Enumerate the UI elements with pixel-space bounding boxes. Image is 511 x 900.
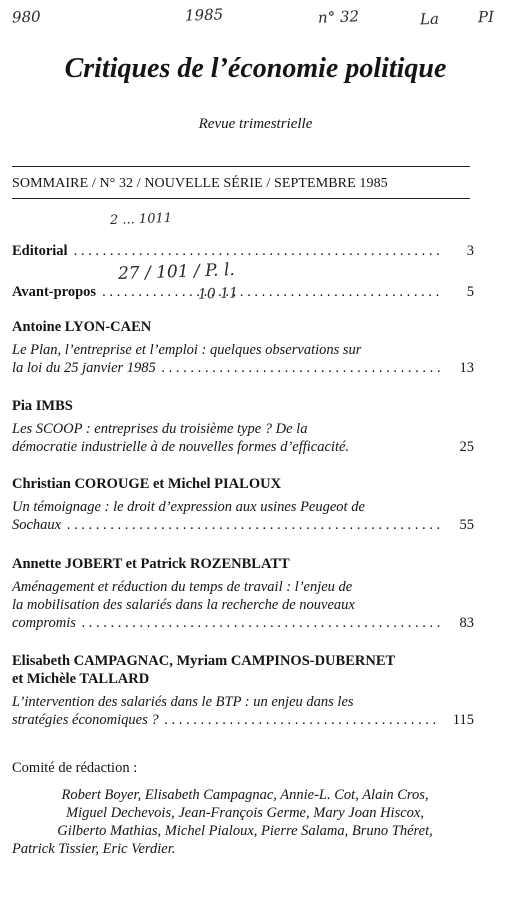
toc-article — [12, 397, 474, 456]
article-title-line: Les SCOOP : entreprises du troisième type ? De la — [12, 421, 308, 437]
leader-dots — [82, 614, 440, 632]
article-title-line: la mobilisation des salariés dans la recherche de nouveaux — [12, 597, 355, 613]
handwritten-note-top-left: 980 — [11, 7, 41, 27]
toc-editorial — [12, 243, 474, 260]
toc-avant-propos-label: Avant-propos — [12, 284, 97, 300]
article-page-number: 13 — [459, 360, 474, 376]
article-last-line — [12, 711, 474, 729]
toc-article — [12, 318, 474, 377]
comite-members — [10, 786, 480, 858]
leader-dots — [102, 284, 444, 301]
toc-article — [12, 475, 474, 534]
article-last-line — [12, 438, 474, 456]
article-page-number: 115 — [452, 712, 474, 728]
article-title-line: démocratie industrielle à de nouvelles formes d’efficacité. — [12, 439, 350, 455]
article-title-line: la loi du 25 janvier 1985 — [12, 360, 156, 376]
article-authors: Christian COROUGE et Michel PIALOUX — [12, 476, 282, 492]
bottom-rule — [12, 198, 470, 199]
article-title-line: Un témoignage : le droit d’expression aux usines Peugeot de — [12, 499, 365, 515]
toc-editorial-label: Editorial — [12, 243, 68, 259]
comite-member-line: Gilberto Mathias, Michel Pialoux, Pierre Salama, Bruno Théret, — [57, 823, 433, 839]
article-title-line: Sochaux — [12, 517, 62, 533]
leader-dots — [165, 711, 440, 729]
handwritten-note-1: 2 ... 1011 — [109, 210, 173, 229]
handwritten-note-la: La — [419, 9, 440, 29]
article-authors: Annette JOBERT et Patrick ROZENBLATT — [12, 556, 290, 572]
handwritten-note-year: 1985 — [184, 5, 224, 25]
journal-title: Critiques de l’économie politique — [64, 53, 447, 84]
article-title-line: compromis — [12, 615, 76, 631]
comite-member-line: Patrick Tissier, Eric Verdier. — [12, 841, 176, 857]
leader-dots — [67, 516, 440, 534]
article-authors: Antoine LYON-CAEN — [12, 319, 152, 335]
comite-member-line: Miguel Dechevois, Jean-François Germe, Mary Joan Hiscox, — [66, 805, 424, 821]
article-title-line: stratégies économiques ? — [12, 712, 159, 728]
toc-editorial-page: 3 — [466, 243, 474, 259]
toc-avant-propos — [12, 284, 474, 301]
handwritten-note-2: 27 / 101 / P. l. — [117, 259, 236, 285]
sommaire-line: SOMMAIRE / N° 32 / NOUVELLE SÉRIE / SEPTEMBRE 1985 — [12, 176, 388, 191]
handwritten-note-pl: PI — [477, 7, 495, 27]
article-authors: et Michèle TALLARD — [12, 671, 150, 687]
article-title-line: Le Plan, l’entreprise et l’emploi : quelques observations sur — [12, 342, 362, 358]
article-authors: Pia IMBS — [12, 398, 73, 414]
journal-subtitle: Revue trimestrielle — [198, 116, 313, 132]
article-authors: Elisabeth CAMPAGNAC, Myriam CAMPINOS-DUBERNET — [12, 653, 396, 669]
comite-member-line: Robert Boyer, Elisabeth Campagnac, Annie-L. Cot, Alain Cros, — [61, 787, 429, 803]
toc-article — [12, 652, 474, 729]
leader-dots — [74, 243, 444, 260]
article-last-line — [12, 516, 474, 534]
handwritten-note-3: 10 11 — [197, 285, 239, 303]
top-rule — [12, 166, 470, 167]
article-page-number: 25 — [459, 439, 474, 455]
article-page-number: 83 — [459, 615, 474, 631]
article-page-number: 55 — [459, 517, 474, 533]
article-title-line: L’intervention des salariés dans le BTP : un enjeu dans les — [12, 694, 354, 710]
comite-label: Comité de rédaction : — [12, 760, 138, 776]
toc-avant-propos-page: 5 — [466, 284, 474, 300]
leader-dots — [162, 359, 440, 377]
article-last-line — [12, 614, 474, 632]
toc-article — [12, 555, 474, 632]
handwritten-note-number: n° 32 — [317, 7, 360, 27]
article-last-line — [12, 359, 474, 377]
article-title-line: Aménagement et réduction du temps de travail : l’enjeu de — [12, 579, 353, 595]
